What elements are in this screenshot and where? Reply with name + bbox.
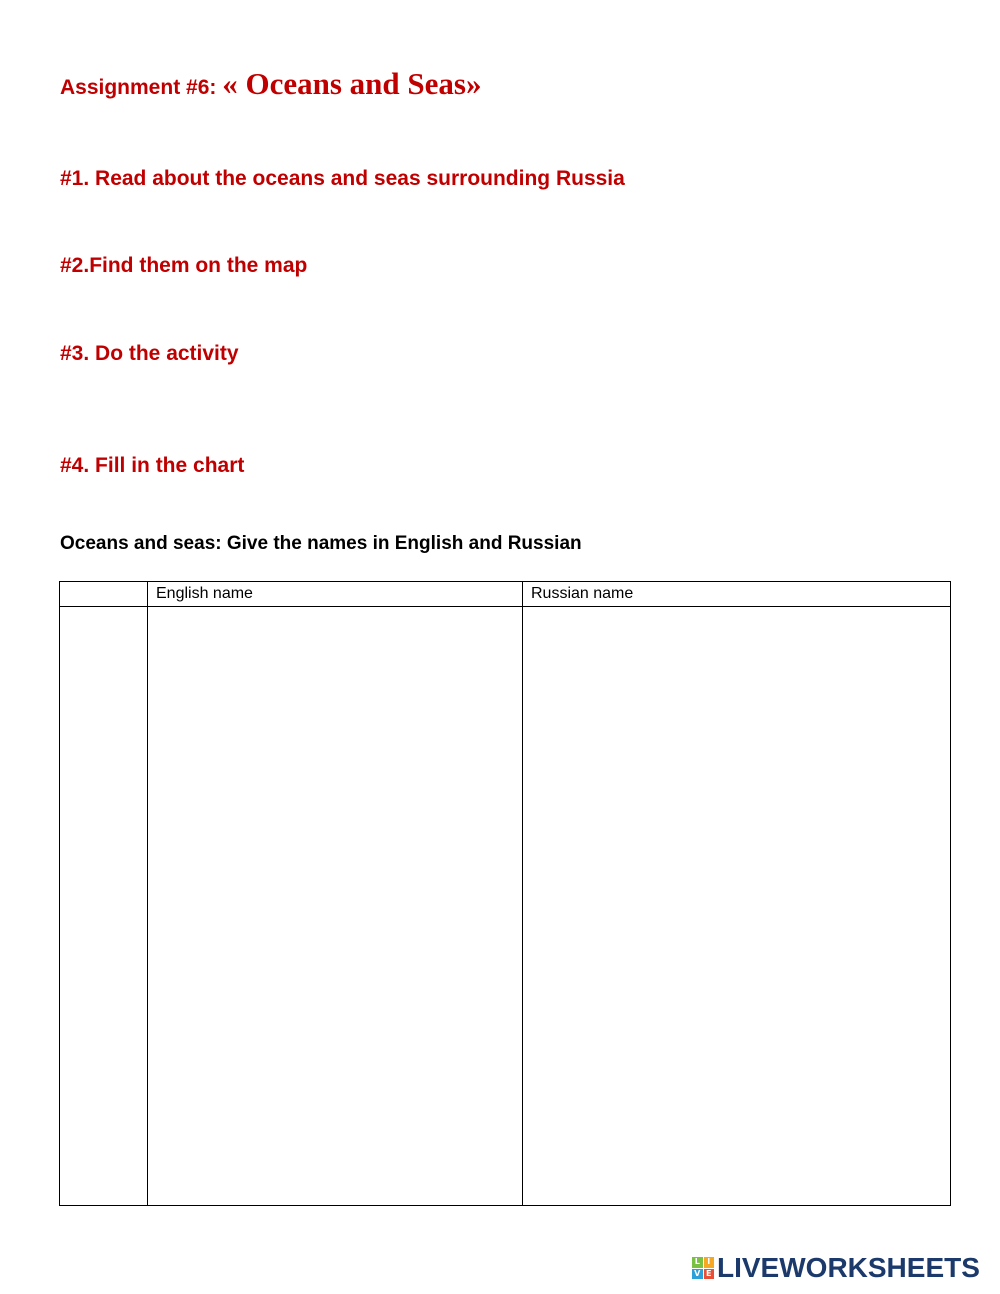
chart-instruction: Oceans and seas: Give the names in English and Russian — [60, 533, 582, 554]
step-4-fill-chart: #4. Fill in the chart — [60, 454, 245, 477]
names-chart-table — [59, 581, 951, 1206]
header-russian-name: Russian name — [523, 582, 951, 607]
russian-name-cell[interactable] — [523, 607, 951, 1206]
number-cell[interactable] — [60, 607, 148, 1206]
brand-name: LIVEWORKSHEETS — [717, 1252, 980, 1283]
english-name-cell[interactable] — [148, 607, 523, 1206]
header-english-name: English name — [148, 582, 523, 607]
header-number-cell — [60, 582, 148, 607]
step-3-activity: #3. Do the activity — [60, 342, 239, 365]
liveworksheets-logo — [692, 1253, 980, 1283]
table-header-row — [60, 582, 951, 607]
logo-block: V — [692, 1269, 703, 1280]
logo-blocks-icon — [692, 1257, 714, 1279]
assignment-topic: « Oceans and Seas» — [222, 66, 482, 101]
assignment-prefix: Assignment #6: — [60, 76, 223, 99]
step-2-find: #2.Find them on the map — [60, 254, 308, 277]
logo-block: E — [704, 1269, 715, 1280]
step-1-read: #1. Read about the oceans and seas surrounding Russia — [60, 167, 625, 190]
logo-block: L — [692, 1257, 703, 1268]
assignment-title — [60, 66, 481, 102]
table-row — [60, 607, 951, 1206]
logo-block: I — [704, 1257, 715, 1268]
